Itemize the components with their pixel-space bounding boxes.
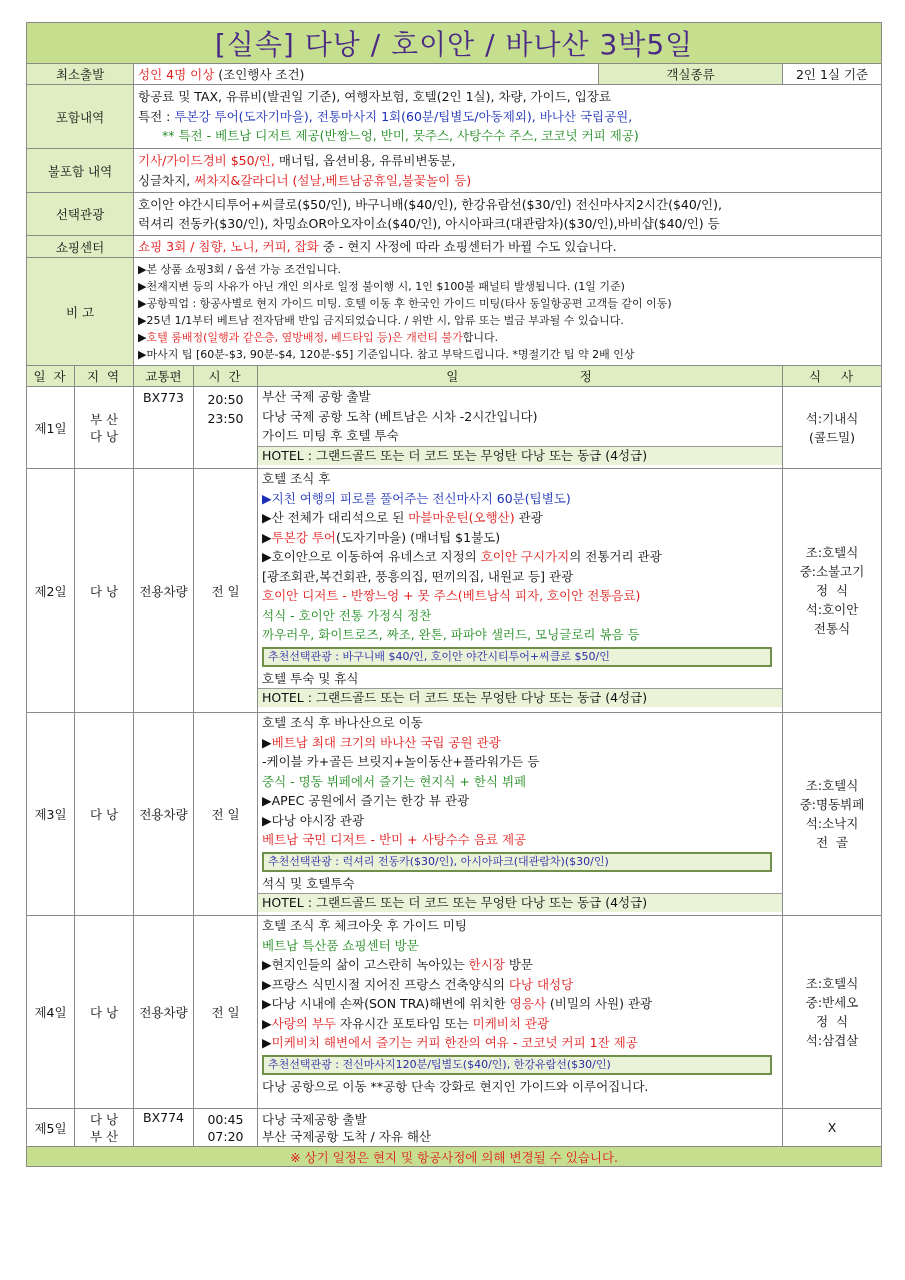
excluded-label: 불포함 내역 — [27, 149, 134, 193]
hotel-info: HOTEL : 그랜드골드 또는 더 코드 또는 무엉탄 다낭 또는 동급 (4성급) — [258, 688, 782, 707]
day-row — [27, 1109, 882, 1147]
optional-tours-label: 선택관광 — [27, 193, 134, 236]
day-schedule: 호텔 조식 후 바나산으로 이동 ▶베트남 최대 크기의 바나산 국립 공원 관광 -케이블 카+골든 브릿지+놀이동산+플라워가든 등 중식 - 명동 뷔페에서 즐기는 현지식 + 한식 뷔페 ▶APEC 공원에서 즐기는 한강 뷰 관광 ▶다낭 야시장 관광 베트남 국민 디저트 - 반미 + 사탕수수 음료 제공 추천선택관광 : 럭셔리 전동카($30/인), 아시아파크(대관람차)($30/인) 석식 및 호텔투숙 HOTEL : 그랜드골드 또는 더 코드 또는 무엉탄 다낭 또는 동급 (4성급) — [258, 713, 783, 916]
day-meals: X — [783, 1109, 882, 1147]
excluded-content: 기사/가이드경비 $50/인, 매너팁, 옵션비용, 유류비변동분, 싱글차지, 써차지&갈라디너 (설날,베트남공휴일,불꽃놀이 등) — [134, 149, 882, 193]
day-region: 부 산 다 낭 — [75, 387, 134, 469]
day-transport: BX774 — [134, 1109, 194, 1147]
room-type-label: 객실종류 — [599, 64, 783, 85]
included-content: 항공료 및 TAX, 유류비(발권일 기준), 여행자보험, 호텔(2인 1실), 차량, 가이드, 입장료 특전 : 투본강 투어(도자기마을), 전통마사지 1회(60분/팁별도/아동제외), 바나산 국립공원, ** 특전 - 베트남 디저트 제공(반짱느엉, 반미, 못주스, 사탕수수 주스, 코코넛 커피 제공) — [134, 85, 882, 149]
day-label: 제4일 — [27, 916, 75, 1109]
itinerary-sheet — [26, 22, 881, 1167]
day-row — [27, 469, 882, 713]
day-schedule: 다낭 국제공항 출발 부산 국제공항 도착 / 자유 해산 — [258, 1109, 783, 1147]
day-label: 제5일 — [27, 1109, 75, 1147]
day-meals: 조:호텔식 중:반세오 정 식 석:삼겹살 — [783, 916, 882, 1109]
day-transport: 전용차량 — [134, 916, 194, 1109]
day-label: 제2일 — [27, 469, 75, 713]
header-day: 일 자 — [27, 366, 75, 387]
day-time: 20:50 23:50 — [194, 387, 258, 469]
shopping-label: 쇼핑센터 — [27, 236, 134, 258]
day-schedule: 부산 국제 공항 출발 다낭 국제 공항 도착 (베트남은 시차 -2시간입니다) 가이드 미팅 후 호텔 투숙 HOTEL : 그랜드골드 또는 더 코드 또는 무엉탄 다낭 또는 동급 (4성급) — [258, 387, 783, 469]
notes-label: 비 고 — [27, 258, 134, 366]
day-label: 제1일 — [27, 387, 75, 469]
header-region: 지 역 — [75, 366, 134, 387]
hotel-info: HOTEL : 그랜드골드 또는 더 코드 또는 무엉탄 다낭 또는 동급 (4성급) — [258, 893, 782, 912]
day-row — [27, 387, 882, 469]
min-departure-value: 성인 4명 이상 (조인행사 조건) — [134, 64, 599, 85]
day-transport: 전용차량 — [134, 469, 194, 713]
footer-notice: ※ 상기 일정은 현지 및 항공사정에 의해 변경될 수 있습니다. — [27, 1147, 882, 1167]
day-transport: BX773 — [134, 387, 194, 469]
day-row — [27, 713, 882, 916]
day-label: 제3일 — [27, 713, 75, 916]
day-schedule: 호텔 조식 후 ▶지친 여행의 피로를 풀어주는 전신마사지 60분(팁별도) ▶산 전체가 대리석으로 된 마블마운틴(오행산) 관광 ▶투본강 투어(도자기마을) (매너팁 $1불도) ▶호이안으로 이동하여 유네스코 지정의 호이안 구시가지의 전통거리 관광 [광조회관,복건회관, 풍흥의집, 떤끼의집, 내원교 등] 관광 호이안 디저트 - 반짱느엉 + 못 주스(베트남식 피자, 호이안 전통음료) 석식 - 호이안 전통 가정식 정찬 까우러우, 화이트로즈, 짜조, 완톤, 파파야 샐러드, 모닝글로리 볶음 등 추천선택관광 : 바구니배 $40/인, 호이안 야간시티투어+씨클로 $50/인 호텔 투숙 및 휴식 HOTEL : 그랜드골드 또는 더 코드 또는 무엉탄 다낭 또는 동급 (4성급) — [258, 469, 783, 713]
day-region: 다 낭 — [75, 916, 134, 1109]
hotel-info: HOTEL : 그랜드골드 또는 더 코드 또는 무엉탄 다낭 또는 동급 (4성급) — [258, 446, 782, 465]
optional-tours-content: 호이안 야간시티투어+씨클로($50/인), 바구니배($40/인), 한강유람선($30/인) 전신마사지2시간($40/인), 럭셔리 전동카($30/인), 차밍쇼OR아오자이쇼($40/인), 아시아파크(대관람차)($30/인),바비샵($40/인) 등 — [134, 193, 882, 236]
day-schedule: 호텔 조식 후 체크아웃 후 가이드 미팅 베트남 특산품 쇼핑센터 방문 ▶현지인들의 삶이 고스란히 녹아있는 한시장 방문 ▶프랑스 식민시절 지어진 프랑스 건축양식의 다낭 대성당 ▶다낭 시내에 손짜(SON TRA)해변에 위치한 영응사 (비밀의 사원) 관광 ▶사랑의 부두 자유시간 포토타임 또는 미케비치 관광 ▶미케비치 해변에서 즐기는 커피 한잔의 여유 - 코코넛 커피 1잔 제공 추천선택관광 : 전신마사지120분/팁별도($40/인), 한강유람선($30/인) 다낭 공항으로 이동 **공항 단속 강화로 현지인 가이드와 이루어집니다. — [258, 916, 783, 1109]
day-time: 전 일 — [194, 916, 258, 1109]
room-type-value: 2인 1실 기준 — [783, 64, 882, 85]
day-row — [27, 916, 882, 1109]
day-meals: 조:호텔식 중:명동뷔페 석:소낙지 전 골 — [783, 713, 882, 916]
header-schedule: 일 정 — [258, 366, 783, 387]
day-time: 전 일 — [194, 469, 258, 713]
day-time: 00:45 07:20 — [194, 1109, 258, 1147]
header-time: 시 간 — [194, 366, 258, 387]
day-meals: 조:호텔식 중:소불고기 정 식 석:호이안 전통식 — [783, 469, 882, 713]
day-region: 다 낭 — [75, 469, 134, 713]
recommended-option: 추천선택관광 : 바구니배 $40/인, 호이안 야간시티투어+씨클로 $50/인 — [262, 647, 772, 667]
header-transport: 교통편 — [134, 366, 194, 387]
day-region: 다 낭 부 산 — [75, 1109, 134, 1147]
day-region: 다 낭 — [75, 713, 134, 916]
day-meals: 석:기내식 (콜드밀) — [783, 387, 882, 469]
included-label: 포함내역 — [27, 85, 134, 149]
day-transport: 전용차량 — [134, 713, 194, 916]
page-title: [실속] 다낭 / 호이안 / 바나산 3박5일 — [27, 23, 882, 64]
min-departure-label: 최소출발 — [27, 64, 134, 85]
notes-content: ▶본 상품 쇼핑3회 / 옵션 가능 조건입니다. ▶천재지변 등의 사유가 아닌 개인 의사로 일정 불이행 시, 1인 $100불 패널티 발생됩니다. (1일 기준) ▶공항픽업 : 항공사별로 현지 가이드 미팅. 호텔 이동 후 한국인 가이드 미팅(타사 동일항공편 고객들 같이 이동) ▶25년 1/1부터 베트남 전자담배 반입 금지되었습니다. / 위반 시, 압류 또는 벌금 부과될 수 있습니다. ▶호텔 룸배정(일행과 같은층, 옆방배정, 베드타입 등)은 개런티 불가합니다. ▶마사지 팁 [60분-$3, 90분-$4, 120분-$5] 기준입니다. 참고 부탁드립니다. *명절기간 팁 약 2배 인상 — [134, 258, 882, 366]
recommended-option: 추천선택관광 : 럭셔리 전동카($30/인), 아시아파크(대관람차)($30/인) — [262, 852, 772, 872]
shopping-content: 쇼핑 3회 / 침향, 노니, 커피, 잡화 중 - 현지 사정에 따라 쇼핑센터가 바뀔 수도 있습니다. — [134, 236, 882, 258]
header-meal: 식 사 — [783, 366, 882, 387]
day-time: 전 일 — [194, 713, 258, 916]
itinerary-table — [26, 22, 882, 1167]
recommended-option: 추천선택관광 : 전신마사지120분/팁별도($40/인), 한강유람선($30/인) — [262, 1055, 772, 1075]
